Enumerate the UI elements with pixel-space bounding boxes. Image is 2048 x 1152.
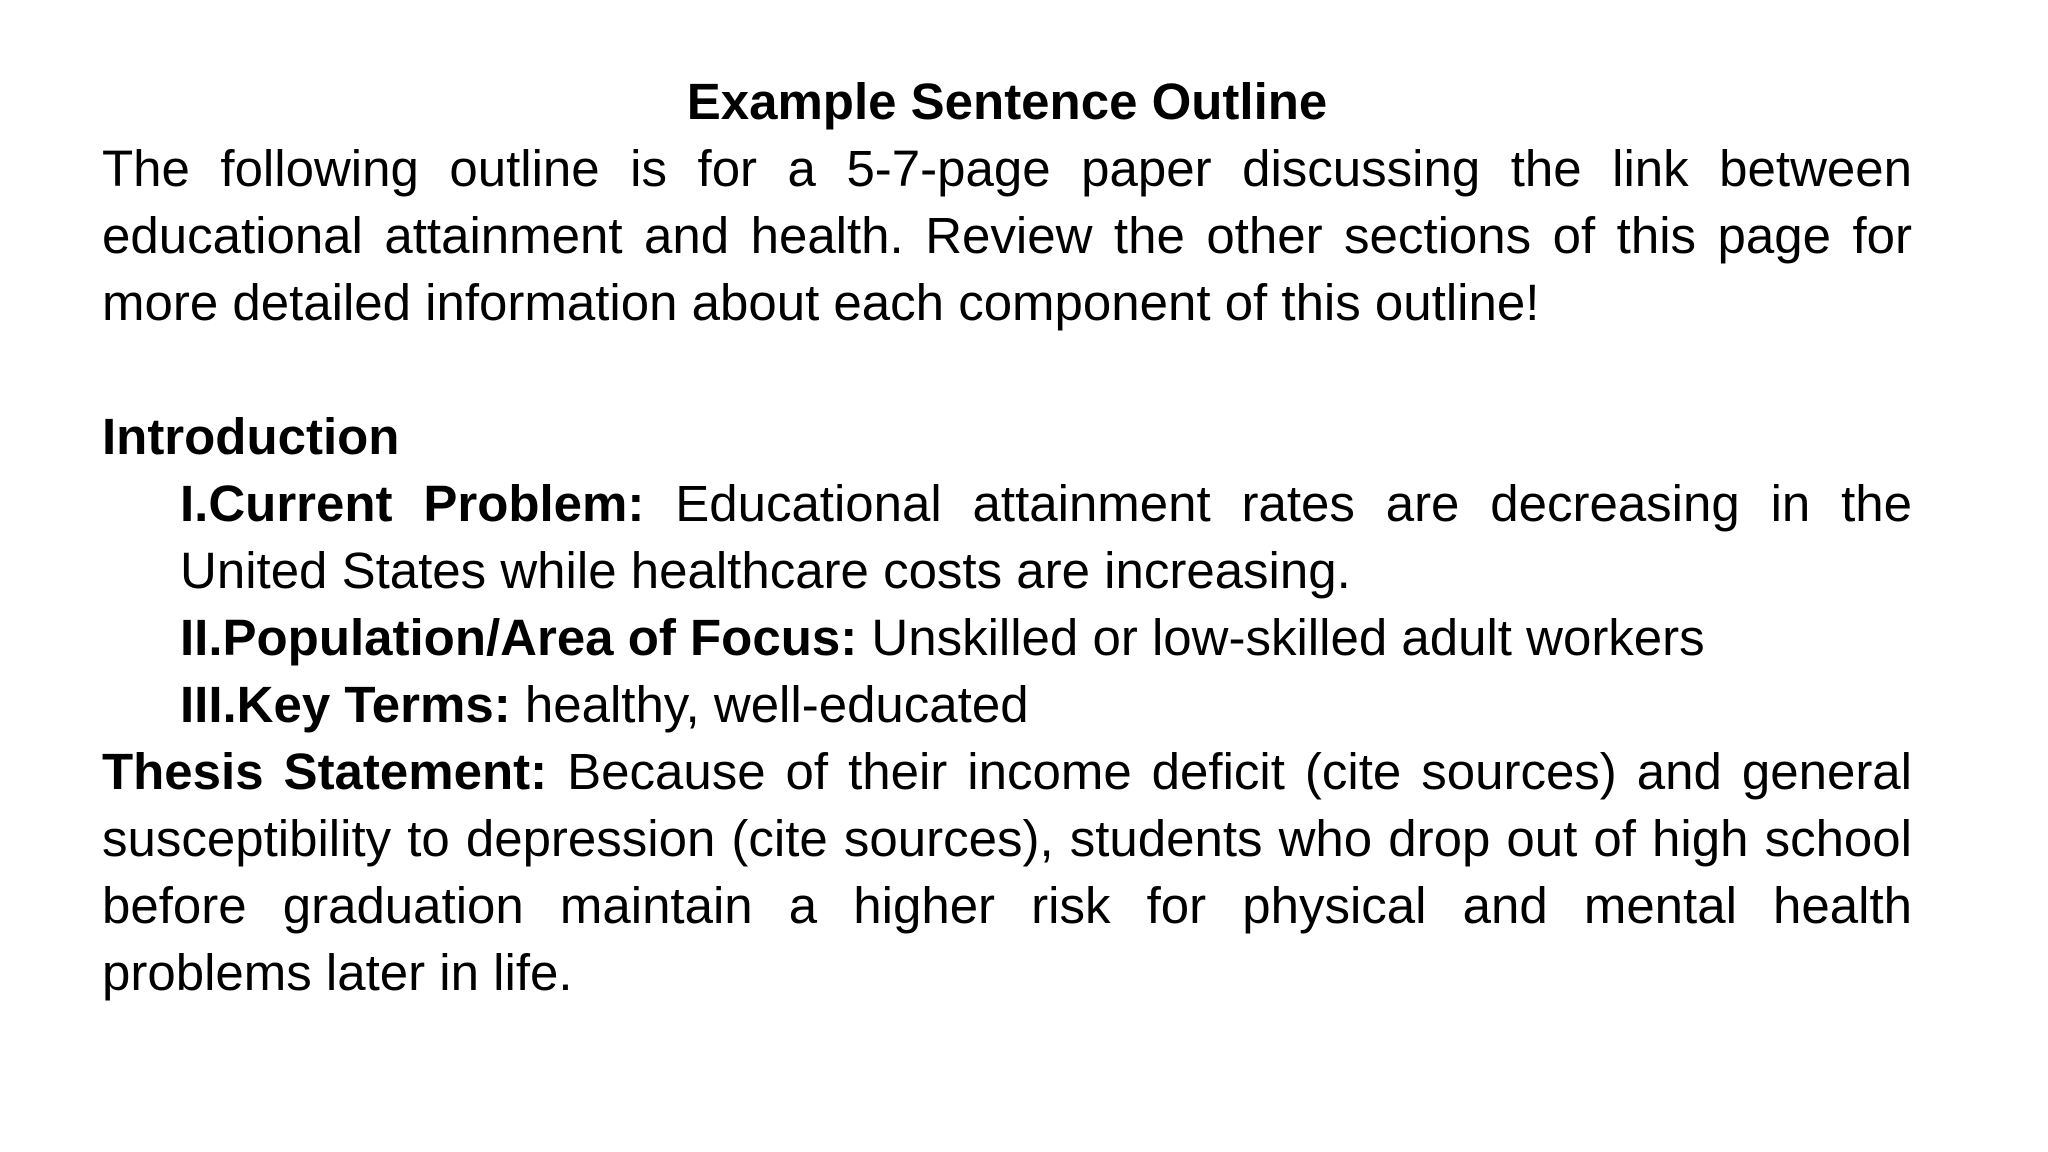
outline-item-label: III.Key Terms: [180, 676, 511, 733]
thesis-statement [102, 738, 1912, 1006]
outline-item-text: Educational attainment rates are decreasing in the United States while healthcare costs are increasing. [180, 475, 1912, 599]
outline-item-label: I.Current Problem: [180, 475, 645, 532]
outline-item-label: II.Population/Area of Focus: [180, 609, 858, 666]
outline-item-text: healthy, well-educated [510, 676, 1029, 733]
outline-item-population [180, 604, 1912, 671]
outline-item-current-problem [180, 470, 1912, 604]
blank-line [102, 336, 1912, 403]
intro-paragraph: The following outline is for a 5-7-page paper discussing the link between educational attainment and health. Review the other sections of this page for more detailed information about each component of this outline! [102, 140, 1912, 331]
outline-item-key-terms [180, 671, 1912, 738]
outline-item-text: Unskilled or low-skilled adult workers [857, 609, 1705, 666]
thesis-label: Thesis Statement: [102, 743, 548, 800]
page-title: Example Sentence Outline [686, 73, 1328, 130]
thesis-text: Because of their income deficit (cite sources) and general susceptibility to depression (cite sources), students who drop out of high school before graduation maintain a higher risk for physical and mental health problems later in life. [102, 743, 1912, 1001]
section-heading: Introduction [102, 408, 400, 465]
